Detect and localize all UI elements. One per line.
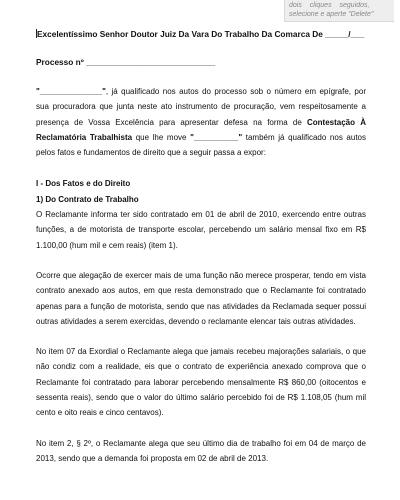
- section-subheading: 1) Do Contrato de Trabalho: [36, 194, 139, 204]
- intro-text-3: também já qualificado nos autos pelos fatos e fundamentos de direito que a seguir passa a expor:: [36, 132, 366, 158]
- intro-paragraph[interactable]: [36, 84, 366, 160]
- party-name-blank[interactable]: "______________": [36, 87, 106, 96]
- intro-text-1: , já qualificado nos autos do processo sob o número em epígrafe, por sua procuradora que junta neste ato instrumento de procuração, vem respeitosamente a presença de Vossa Excelência para apresentar defesa na forma de: [36, 87, 366, 127]
- claimant-name-blank[interactable]: "__________": [190, 132, 243, 142]
- instruction-tooltip: [284, 0, 394, 22]
- header-title[interactable]: Excelentíssimo Senhor Doutor Juiz Da Vara Do Trabalho Da Comarca De _____/___: [37, 29, 365, 39]
- paragraph-function[interactable]: Ocorre que alegação de exercer mais de uma função não merece prosperar, tendo em vista contrato anexado aos autos, em que resta demonstrado que o Reclamante foi contratado apenas para a função de motorista, sendo que nas atividades da Reclamada sequer possui outras atividades a serem exercidas, devendo o reclamante elencar tais outras atividades.: [36, 270, 366, 326]
- processo-line[interactable]: Processo nº ____________________________: [36, 57, 216, 67]
- document-body: [36, 84, 366, 466]
- tooltip-line-1: dois cliques seguidos,: [289, 2, 370, 9]
- paragraph-last-day[interactable]: No item 2, § 2º, o Reclamante alega que seu último dia de trabalho foi em 04 de março de 2013, sendo que a demanda foi proposta em 02 de abril de 2013.: [36, 438, 366, 463]
- contestacao-title: Contestação À Reclamatória Trabalhista: [36, 117, 366, 142]
- paragraph-salary[interactable]: No item 07 da Exordial o Reclamante alega que jamais recebeu majorações salariais, o que não condiz com a realidade, eis que o contrato de experiência anexado comprova que o Reclamante foi contratado para laborar percebendo mensalmente R$ 860,00 (oitocentos e sessenta reais), sendo que o valor do último salário percebido foi de R$ 1.108,05 (hum mil cento e oito reais e cinco centavos).: [36, 347, 366, 418]
- paragraph-contract[interactable]: O Reclamante informa ter sido contratado em 01 de abril de 2010, exercendo entre outras funções, a de motorista de transporte escolar, percebendo um salário mensal fixo em R$ 1.100,00 (hum mil e cem reais) (item 1).: [36, 210, 366, 250]
- tooltip-line-2: selecione e aperte "Delete": [289, 11, 374, 18]
- intro-text-2: que lhe move: [132, 132, 191, 142]
- document-header: [36, 29, 376, 39]
- section-heading: I - Dos Fatos e do Direito: [36, 179, 131, 189]
